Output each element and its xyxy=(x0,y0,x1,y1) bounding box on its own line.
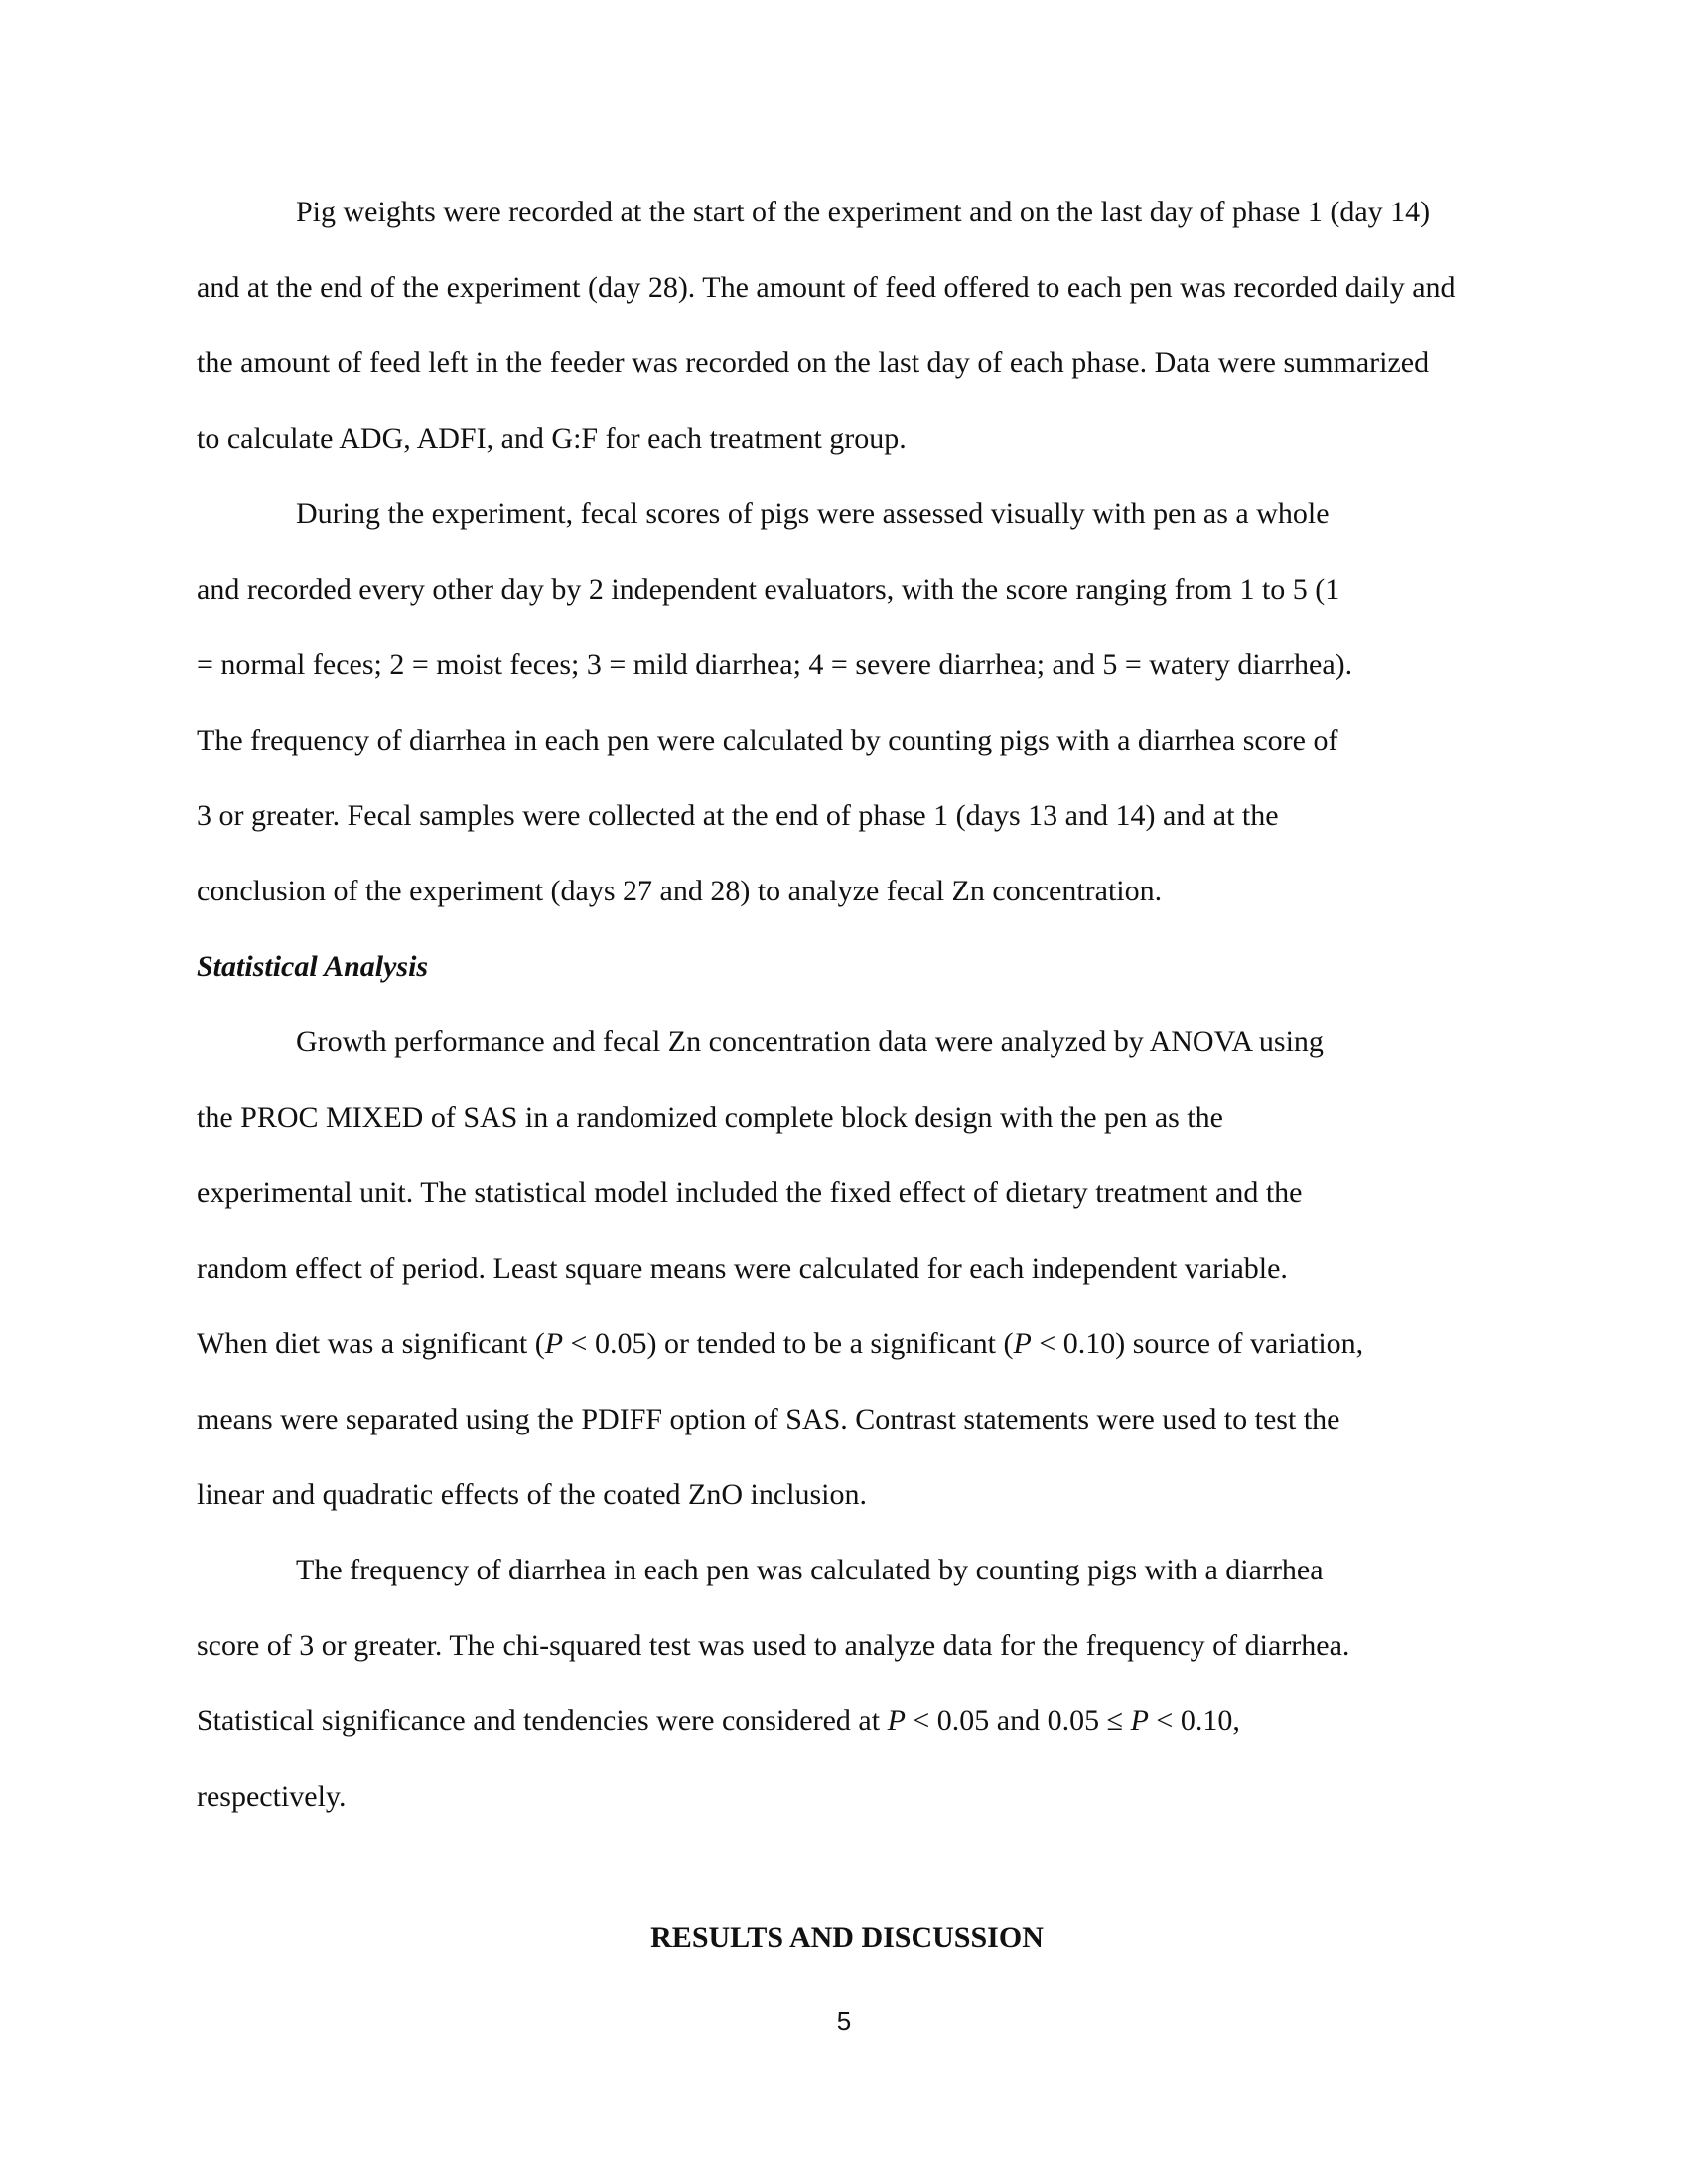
paragraph-4-line-4: respectively. xyxy=(197,1780,347,1813)
paragraph-3-line-3: experimental unit. The statistical model included the fixed effect of dietary treatment and the xyxy=(197,1176,1303,1209)
text-segment: < 0.05) or tended to be a significant ( xyxy=(563,1327,1014,1360)
paragraph-2-line-2: and recorded every other day by 2 independent evaluators, with the score ranging from 1 to 5 (1 xyxy=(197,573,1340,606)
paragraph-4-line-1: The frequency of diarrhea in each pen was calculated by counting pigs with a diarrhea xyxy=(296,1554,1324,1586)
paragraph-3-line-6: means were separated using the PDIFF option of SAS. Contrast statements were used to test the xyxy=(197,1403,1340,1435)
paragraph-3-line-5 xyxy=(197,1326,1363,1362)
paragraph-1-line-1: Pig weights were recorded at the start of the experiment and on the last day of phase 1 (day 14) xyxy=(296,196,1431,228)
p-value-symbol: P xyxy=(1130,1705,1149,1737)
paragraph-2-line-5: 3 or greater. Fecal samples were collected at the end of phase 1 (days 13 and 14) and at the xyxy=(197,799,1279,832)
p-value-symbol: P xyxy=(544,1327,564,1360)
page-number: 5 xyxy=(836,2006,852,2036)
text-segment: < 0.10) source of variation, xyxy=(1031,1327,1364,1360)
paragraph-1-line-3: the amount of feed left in the feeder was recorded on the last day of each phase. Data were summarized xyxy=(197,346,1430,379)
paragraph-3-line-4: random effect of period. Least square means were calculated for each independent variable. xyxy=(197,1252,1288,1285)
paragraph-3-line-7: linear and quadratic effects of the coated ZnO inclusion. xyxy=(197,1478,868,1511)
text-segment: < 0.05 and 0.05 ≤ xyxy=(905,1705,1131,1737)
paragraph-1-line-4: to calculate ADG, ADFI, and G:F for each treatment group. xyxy=(197,422,907,455)
paragraph-2-line-1: During the experiment, fecal scores of pigs were assessed visually with pen as a whole xyxy=(296,497,1330,530)
paragraph-1-line-2: and at the end of the experiment (day 28). The amount of feed offered to each pen was recorded daily and xyxy=(197,271,1456,304)
statistical-analysis-heading: Statistical Analysis xyxy=(197,950,429,983)
p-value-symbol: P xyxy=(1013,1327,1032,1360)
paragraph-3-line-2: the PROC MIXED of SAS in a randomized complete block design with the pen as the xyxy=(197,1101,1223,1134)
text-segment: < 0.10, xyxy=(1148,1705,1240,1737)
text-segment: Statistical significance and tendencies were considered at xyxy=(197,1705,888,1737)
paragraph-4-line-2: score of 3 or greater. The chi-squared test was used to analyze data for the frequency of diarrhea. xyxy=(197,1629,1350,1662)
paragraph-2-line-3: = normal feces; 2 = moist feces; 3 = mild diarrhea; 4 = severe diarrhea; and 5 = watery diarrhea). xyxy=(197,648,1353,681)
results-and-discussion-heading: RESULTS AND DISCUSSION xyxy=(650,1921,1044,1954)
p-value-symbol: P xyxy=(887,1705,906,1737)
paragraph-2-line-6: conclusion of the experiment (days 27 and 28) to analyze fecal Zn concentration. xyxy=(197,875,1163,907)
text-segment: When diet was a significant ( xyxy=(197,1327,545,1360)
paragraph-3-line-1: Growth performance and fecal Zn concentration data were analyzed by ANOVA using xyxy=(296,1025,1324,1058)
paragraph-4-line-3 xyxy=(197,1704,1240,1739)
paragraph-2-line-4: The frequency of diarrhea in each pen were calculated by counting pigs with a diarrhea score of xyxy=(197,724,1338,756)
